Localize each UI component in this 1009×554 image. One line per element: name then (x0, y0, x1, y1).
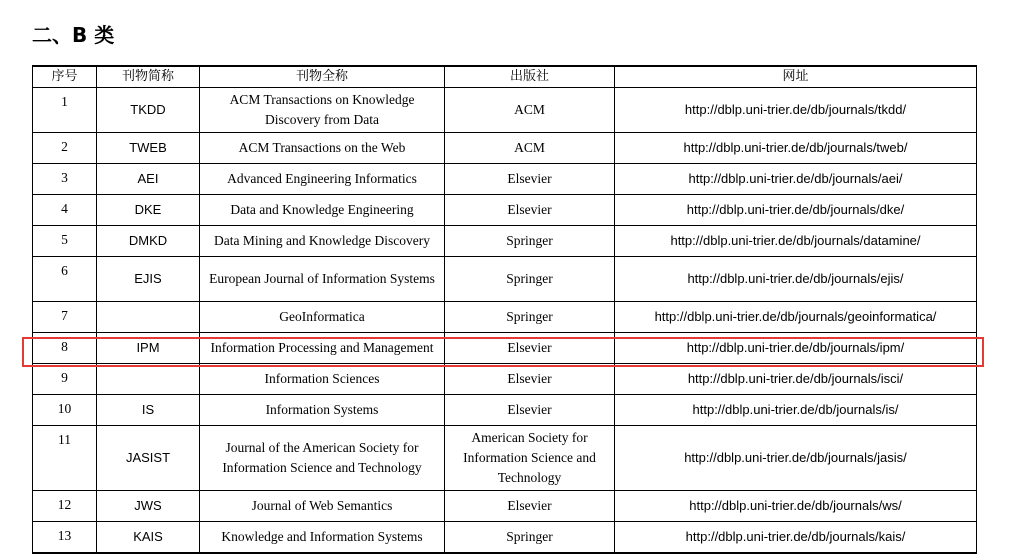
cell-url: http://dblp.uni-trier.de/db/journals/is/ (615, 395, 977, 426)
header-full-name: 刊物全称 (200, 66, 445, 88)
table-row (33, 522, 977, 554)
cell-full-name: ACM Transactions on Knowledge Discovery from Data (200, 88, 445, 133)
table-row (33, 195, 977, 226)
cell-url: http://dblp.uni-trier.de/db/journals/jasis/ (615, 426, 977, 491)
cell-publisher: Elsevier (445, 364, 615, 395)
cell-url: http://dblp.uni-trier.de/db/journals/ipm/ (615, 333, 977, 364)
cell-full-name: Information Sciences (200, 364, 445, 395)
cell-seq: 9 (33, 364, 97, 395)
cell-full-name: Knowledge and Information Systems (200, 522, 445, 554)
table-row (33, 491, 977, 522)
cell-abbr: TWEB (97, 133, 200, 164)
cell-seq: 8 (33, 333, 97, 364)
cell-full-name: GeoInformatica (200, 302, 445, 333)
cell-abbr: JASIST (97, 426, 200, 491)
cell-publisher: Springer (445, 226, 615, 257)
cell-url: http://dblp.uni-trier.de/db/journals/aei/ (615, 164, 977, 195)
cell-abbr: JWS (97, 491, 200, 522)
cell-url: http://dblp.uni-trier.de/db/journals/isci/ (615, 364, 977, 395)
cell-abbr (97, 364, 200, 395)
cell-publisher: American Society for Information Science and Technology (445, 426, 615, 491)
journal-table (32, 65, 977, 554)
cell-full-name: European Journal of Information Systems (200, 257, 445, 302)
table-row (33, 426, 977, 491)
cell-full-name: Journal of the American Society for Information Science and Technology (200, 426, 445, 491)
cell-seq: 2 (33, 133, 97, 164)
cell-publisher: Elsevier (445, 333, 615, 364)
cell-abbr: KAIS (97, 522, 200, 554)
cell-abbr: DMKD (97, 226, 200, 257)
cell-publisher: Elsevier (445, 164, 615, 195)
table-row (33, 226, 977, 257)
cell-seq: 13 (33, 522, 97, 554)
cell-abbr: IPM (97, 333, 200, 364)
table-row-highlighted (33, 364, 977, 395)
cell-full-name: Journal of Web Semantics (200, 491, 445, 522)
cell-full-name: ACM Transactions on the Web (200, 133, 445, 164)
header-abbr: 刊物简称 (97, 66, 200, 88)
cell-publisher: Elsevier (445, 395, 615, 426)
cell-full-name: Information Processing and Management (200, 333, 445, 364)
header-url: 网址 (615, 66, 977, 88)
table-row (33, 302, 977, 333)
cell-publisher: Springer (445, 257, 615, 302)
cell-url: http://dblp.uni-trier.de/db/journals/dke/ (615, 195, 977, 226)
cell-seq: 1 (33, 88, 97, 133)
cell-full-name: Information Systems (200, 395, 445, 426)
cell-publisher: Springer (445, 302, 615, 333)
cell-publisher: Springer (445, 522, 615, 554)
cell-url: http://dblp.uni-trier.de/db/journals/geoinformatica/ (615, 302, 977, 333)
cell-abbr: EJIS (97, 257, 200, 302)
cell-seq: 11 (33, 426, 97, 491)
cell-url: http://dblp.uni-trier.de/db/journals/tkdd/ (615, 88, 977, 133)
cell-abbr: TKDD (97, 88, 200, 133)
section-heading: 二、B 类 (32, 23, 115, 47)
cell-full-name: Data and Knowledge Engineering (200, 195, 445, 226)
header-publisher: 出版社 (445, 66, 615, 88)
cell-abbr (97, 302, 200, 333)
cell-url: http://dblp.uni-trier.de/db/journals/ejis/ (615, 257, 977, 302)
cell-seq: 10 (33, 395, 97, 426)
cell-publisher: Elsevier (445, 195, 615, 226)
table-row (33, 395, 977, 426)
cell-url: http://dblp.uni-trier.de/db/journals/ws/ (615, 491, 977, 522)
cell-seq: 4 (33, 195, 97, 226)
cell-seq: 3 (33, 164, 97, 195)
table-row (33, 88, 977, 133)
header-seq: 序号 (33, 66, 97, 88)
cell-publisher: ACM (445, 88, 615, 133)
cell-abbr: AEI (97, 164, 200, 195)
table-row (33, 257, 977, 302)
table-header-row (33, 66, 977, 88)
cell-seq: 6 (33, 257, 97, 302)
cell-seq: 7 (33, 302, 97, 333)
cell-url: http://dblp.uni-trier.de/db/journals/kais/ (615, 522, 977, 554)
table-row (33, 133, 977, 164)
cell-seq: 5 (33, 226, 97, 257)
cell-abbr: DKE (97, 195, 200, 226)
cell-url: http://dblp.uni-trier.de/db/journals/datamine/ (615, 226, 977, 257)
cell-abbr: IS (97, 395, 200, 426)
table-row (33, 333, 977, 364)
cell-url: http://dblp.uni-trier.de/db/journals/tweb/ (615, 133, 977, 164)
cell-publisher: Elsevier (445, 491, 615, 522)
cell-publisher: ACM (445, 133, 615, 164)
cell-full-name: Advanced Engineering Informatics (200, 164, 445, 195)
cell-full-name: Data Mining and Knowledge Discovery (200, 226, 445, 257)
table-row (33, 164, 977, 195)
cell-seq: 12 (33, 491, 97, 522)
